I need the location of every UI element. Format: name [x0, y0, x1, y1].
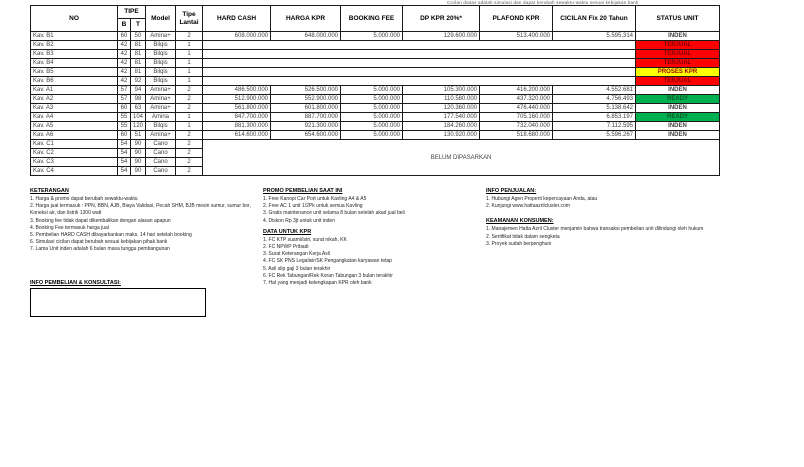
- cell-model[interactable]: Bilqis: [146, 59, 176, 68]
- info-pembelian-title: INFO PEMBELIAN & KONSULTASI:: [30, 280, 121, 286]
- note-line: 3. Gratis maintenance unit selama 8 bulan setelah akad jual beli: [263, 210, 405, 217]
- table-row: [31, 68, 720, 77]
- cell-b[interactable]: 54: [118, 140, 131, 149]
- cell-cicilan[interactable]: 5.595.314: [553, 32, 636, 41]
- note-line: 6. FC Rek Tabungan/Rek Koran Tabungan 3 bulan terakhir: [263, 272, 393, 279]
- cell-no[interactable]: Kav. B6: [31, 77, 118, 86]
- cell-cicilan[interactable]: 4.552.681: [553, 86, 636, 95]
- cell-no[interactable]: Kav. A6: [31, 131, 118, 140]
- cell-status[interactable]: TERJUAL: [636, 59, 720, 68]
- note-line: 4. Diskon Rp 3jt untuk unit inden: [263, 217, 335, 224]
- cell-t[interactable]: 98: [131, 95, 146, 104]
- cell-tipe-lantai[interactable]: 2: [176, 131, 203, 140]
- section-info-pembelian: [30, 280, 230, 288]
- table-row: [31, 50, 720, 59]
- cell-status[interactable]: INDEN: [636, 122, 720, 131]
- cell-b[interactable]: 57: [118, 95, 131, 104]
- cell-b[interactable]: 54: [118, 149, 131, 158]
- cell-status[interactable]: INDEN: [636, 131, 720, 140]
- cell-t[interactable]: 81: [131, 59, 146, 68]
- cell-status[interactable]: TERJUAL: [636, 50, 720, 59]
- cell-cicilan[interactable]: 4.756.493: [553, 95, 636, 104]
- cell-dp-kpr[interactable]: 120.360.000: [403, 104, 480, 113]
- table-row: [31, 59, 720, 68]
- cell-dp-kpr[interactable]: 105.300.000: [403, 86, 480, 95]
- cell-t[interactable]: 90: [131, 140, 146, 149]
- cell-model[interactable]: Amina+: [146, 86, 176, 95]
- note-line: 6. Simulasi cicilan dapat berubah sesuai kebijakan pihak bank: [30, 239, 168, 246]
- header-plafond-kpr[interactable]: PLAFOND KPR: [480, 6, 553, 32]
- cell-no[interactable]: Kav. C3: [31, 158, 118, 167]
- cell-t[interactable]: 51: [131, 131, 146, 140]
- unit-price-table: [30, 5, 720, 176]
- cell-dp-kpr[interactable]: 110.580.000: [403, 95, 480, 104]
- note-line: 5. Asli slip gaji 3 bulan terakhir: [263, 265, 331, 272]
- cell-tipe-lantai[interactable]: 2: [176, 167, 203, 176]
- consultation-empty-box[interactable]: [30, 288, 206, 317]
- cell-b[interactable]: 42: [118, 41, 131, 50]
- cell-plafond-kpr[interactable]: 732.040.000: [480, 122, 553, 131]
- cell-harga-kpr[interactable]: 887.700.000: [271, 113, 341, 122]
- cell-t[interactable]: 81: [131, 41, 146, 50]
- header-booking-fee[interactable]: BOOKING FEE: [341, 6, 403, 32]
- cell-cicilan[interactable]: 5.138.642: [553, 104, 636, 113]
- cell-b[interactable]: 42: [118, 50, 131, 59]
- cell-plafond-kpr[interactable]: 416.200.000: [480, 86, 553, 95]
- top-disclaimer-text: Cicilan diatas adalah simulasi dan dapat berubah sewaktu-waktu sesuai kebijakan bank: [447, 0, 639, 5]
- cell-t[interactable]: 81: [131, 68, 146, 77]
- header-hard-cash[interactable]: HARD CASH: [203, 6, 271, 32]
- table-row: [31, 41, 720, 50]
- cell-t[interactable]: 50: [131, 32, 146, 41]
- header-model[interactable]: Model: [146, 6, 176, 32]
- cell-no[interactable]: Kav. A1: [31, 86, 118, 95]
- header-tipe-lantai[interactable]: [176, 6, 203, 32]
- header-harga-kpr[interactable]: HARGA KPR: [271, 6, 341, 32]
- cell-booking-fee[interactable]: 5.000.000: [341, 104, 403, 113]
- cell-t[interactable]: 63: [131, 104, 146, 113]
- cell-model[interactable]: Cano: [146, 149, 176, 158]
- cell-model[interactable]: Bilqis: [146, 41, 176, 50]
- cell-no[interactable]: Kav. B2: [31, 41, 118, 50]
- table-row: [31, 131, 720, 140]
- cell-tipe-lantai[interactable]: 1: [176, 122, 203, 131]
- cell-hard-cash[interactable]: 847.700.000: [203, 113, 271, 122]
- header-status-unit[interactable]: STATUS UNIT: [636, 6, 720, 32]
- cell-model[interactable]: Bilqis: [146, 77, 176, 86]
- cell-tipe-lantai[interactable]: 2: [176, 149, 203, 158]
- cell-no[interactable]: Kav. A3: [31, 104, 118, 113]
- note-line: 2. Free AC 1 unit 1/2Pk untuk semua Kavling: [263, 203, 363, 210]
- cell-model[interactable]: Amina+: [146, 131, 176, 140]
- cell-model[interactable]: Bilqis: [146, 68, 176, 77]
- note-line: 4. Booking Fee termasuk harga jual: [30, 224, 109, 231]
- header-cicilan[interactable]: CICILAN Fix 20 Tahun: [553, 6, 636, 32]
- cell-tipe-lantai[interactable]: 2: [176, 158, 203, 167]
- cell-model[interactable]: Bilqis: [146, 122, 176, 131]
- cell-harga-kpr[interactable]: 921.300.000: [271, 122, 341, 131]
- cell-b[interactable]: 54: [118, 167, 131, 176]
- table-row: [31, 95, 720, 104]
- cell-tipe-lantai[interactable]: 1: [176, 68, 203, 77]
- cell-hard-cash[interactable]: 881.300.000: [203, 122, 271, 131]
- cell-status[interactable]: PROSES KPR: [636, 68, 720, 77]
- note-line: 2. Harga jual termasuk : PPN, BBN, AJB, Biaya Validasi, Pecah SHM, BJB mesin sumur, sumur bor, Koneksi air, dan listrik 1300 watt: [30, 203, 251, 217]
- table-row: [31, 104, 720, 113]
- cell-blackout[interactable]: [203, 50, 636, 59]
- header-tipe[interactable]: TIPE: [118, 6, 146, 19]
- cell-b[interactable]: 42: [118, 59, 131, 68]
- note-line: 4. FC SK PNS Legalisir/SK Pengangkatan karyawan tetap: [263, 258, 392, 265]
- cell-b[interactable]: 54: [118, 158, 131, 167]
- cell-hard-cash[interactable]: 614.600.000: [203, 131, 271, 140]
- note-line: 1. Free Kanopi Car Port untuk Kavling A4 & A5: [263, 196, 367, 202]
- section-info-penjualan: [486, 188, 718, 248]
- cell-tipe-lantai[interactable]: 1: [176, 41, 203, 50]
- cell-model[interactable]: Cano: [146, 158, 176, 167]
- cell-dp-kpr[interactable]: 129.600.000: [403, 32, 480, 41]
- cell-b[interactable]: 60: [118, 131, 131, 140]
- cell-no[interactable]: Kav. B1: [31, 32, 118, 41]
- cell-hard-cash[interactable]: 608.000.000: [203, 32, 271, 41]
- cell-blackout[interactable]: [203, 41, 636, 50]
- note-line: 1. Manajemen Hatta Azril Cluster menjamin bahwa transaksi pembelian unit dilindungi oleh hukum: [486, 226, 704, 233]
- cell-no[interactable]: Kav. C4: [31, 167, 118, 176]
- cell-plafond-kpr[interactable]: 476.440.000: [480, 104, 553, 113]
- table-row: [31, 32, 720, 41]
- note-line: 1. Harga & promo dapat berubah sewaktu-waktu: [30, 196, 138, 202]
- table-row: [31, 113, 720, 122]
- cell-hard-cash[interactable]: 561.800.000: [203, 104, 271, 113]
- note-line: 5. Pembelian HARD CASH dibayarkankan maks. 14 hari setelah booking: [30, 232, 192, 239]
- cell-belum-dipasarkan[interactable]: BELUM DIPASARKAN: [203, 140, 720, 176]
- note-line: 1. Hubungi Agen Properti kepercayaan Anda, atau: [486, 196, 598, 202]
- cell-status[interactable]: TERJUAL: [636, 77, 720, 86]
- note-line: 3. Proyek sudah berpenghuni: [486, 240, 552, 247]
- header-b[interactable]: B: [118, 19, 131, 32]
- cell-dp-kpr[interactable]: 130.920.000: [403, 131, 480, 140]
- cell-harga-kpr[interactable]: 601.800.000: [271, 104, 341, 113]
- cell-booking-fee[interactable]: 5.000.000: [341, 122, 403, 131]
- cell-tipe-lantai[interactable]: 2: [176, 104, 203, 113]
- note-line: 2. FC NPWP Pribadi: [263, 244, 309, 251]
- section-promo: [263, 188, 489, 287]
- cell-no[interactable]: Kav. A4: [31, 113, 118, 122]
- cell-status[interactable]: INDEN: [636, 86, 720, 95]
- cell-model[interactable]: Amina: [146, 113, 176, 122]
- table-row: [31, 77, 720, 86]
- cell-harga-kpr[interactable]: 526.500.000: [271, 86, 341, 95]
- cell-dp-kpr[interactable]: 177.540.000: [403, 113, 480, 122]
- keterangan-title: KETERANGAN: [30, 188, 69, 194]
- note-line: 1. FC KTP suami/istri, surat nikah, KK: [263, 236, 347, 243]
- cell-no[interactable]: Kav. C1: [31, 140, 118, 149]
- promo-title: PROMO PEMBELIAN SAAT INI: [263, 188, 343, 194]
- note-line: 7. Lama Unit inden adalah 6 bulan masa tunggu pembangunan: [30, 246, 170, 253]
- note-line: 7. Hal yang menjadi kelengkapan KPR oleh bank: [263, 280, 372, 287]
- cell-model[interactable]: Cano: [146, 140, 176, 149]
- cell-b[interactable]: 57: [118, 86, 131, 95]
- cell-status[interactable]: INDEN: [636, 32, 720, 41]
- header-no[interactable]: NO: [31, 6, 118, 32]
- cell-dp-kpr[interactable]: 184.260.000: [403, 122, 480, 131]
- cell-booking-fee[interactable]: 5.000.000: [341, 32, 403, 41]
- cell-blackout[interactable]: [203, 77, 636, 86]
- cell-no[interactable]: Kav. A5: [31, 122, 118, 131]
- cell-booking-fee[interactable]: 5.000.000: [341, 113, 403, 122]
- data-kpr-list: [263, 237, 489, 287]
- cell-tipe-lantai[interactable]: 2: [176, 95, 203, 104]
- cell-no[interactable]: Kav. B5: [31, 68, 118, 77]
- cell-hard-cash[interactable]: 512.900.000: [203, 95, 271, 104]
- table-row: [31, 140, 720, 149]
- cell-blackout[interactable]: [203, 59, 636, 68]
- cell-booking-fee[interactable]: 5.000.000: [341, 86, 403, 95]
- cell-booking-fee[interactable]: 5.000.000: [341, 95, 403, 104]
- cell-no[interactable]: Kav. B4: [31, 59, 118, 68]
- header-t[interactable]: T: [131, 19, 146, 32]
- cell-plafond-kpr[interactable]: 518.680.000: [480, 131, 553, 140]
- cell-tipe-lantai[interactable]: 1: [176, 59, 203, 68]
- cell-model[interactable]: Amina+: [146, 32, 176, 41]
- cell-tipe-lantai[interactable]: 2: [176, 86, 203, 95]
- cell-plafond-kpr[interactable]: 705.160.000: [480, 113, 553, 122]
- cell-harga-kpr[interactable]: 654.600.000: [271, 131, 341, 140]
- cell-status[interactable]: READY: [636, 95, 720, 104]
- cell-t[interactable]: 94: [131, 86, 146, 95]
- note-line: 3. Surat Keterangan Kerja Asli: [263, 251, 330, 258]
- cell-harga-kpr[interactable]: 648.000.000: [271, 32, 341, 41]
- cell-tipe-lantai[interactable]: 2: [176, 140, 203, 149]
- header-tipe-lantai-line2: Lantai: [179, 18, 199, 26]
- table-header: [31, 6, 720, 32]
- keamanan-list: [486, 226, 718, 248]
- cell-t[interactable]: 104: [131, 113, 146, 122]
- cell-cicilan[interactable]: 5.596.267: [553, 131, 636, 140]
- cell-b[interactable]: 55: [118, 113, 131, 122]
- section-keterangan: [30, 188, 263, 254]
- cell-tipe-lantai[interactable]: 1: [176, 50, 203, 59]
- cell-cicilan[interactable]: 7.112.595: [553, 122, 636, 131]
- cell-t[interactable]: 120: [131, 122, 146, 131]
- cell-b[interactable]: 55: [118, 122, 131, 131]
- header-dp-kpr[interactable]: DP KPR 20%*: [403, 6, 480, 32]
- cell-harga-kpr[interactable]: 552.900.000: [271, 95, 341, 104]
- cell-t[interactable]: 90: [131, 158, 146, 167]
- header-tipe-lantai-line1: Tipe: [182, 11, 196, 19]
- cell-no[interactable]: Kav. A2: [31, 95, 118, 104]
- cell-blackout[interactable]: [203, 68, 636, 77]
- cell-no[interactable]: Kav. C2: [31, 149, 118, 158]
- cell-no[interactable]: Kav. B3: [31, 50, 118, 59]
- cell-tipe-lantai[interactable]: 1: [176, 113, 203, 122]
- cell-status[interactable]: READY: [636, 113, 720, 122]
- cell-hard-cash[interactable]: 486.500.000: [203, 86, 271, 95]
- cell-b[interactable]: 60: [118, 104, 131, 113]
- cell-cicilan[interactable]: 6.853.197: [553, 113, 636, 122]
- note-line: 2. Kunjungi www.hattaazrilcluster.com: [486, 203, 570, 210]
- cell-status[interactable]: INDEN: [636, 104, 720, 113]
- note-line: 2. Sertifikat tidak dalam sengketa: [486, 233, 560, 240]
- cell-tipe-lantai[interactable]: 2: [176, 32, 203, 41]
- keterangan-list: [30, 196, 263, 254]
- cell-model[interactable]: Cano: [146, 167, 176, 176]
- cell-model[interactable]: Amina+: [146, 104, 176, 113]
- info-penjualan-title: INFO PENJUALAN:: [486, 188, 537, 194]
- table-row: [31, 86, 720, 95]
- cell-plafond-kpr[interactable]: 513.400.000: [480, 32, 553, 41]
- cell-b[interactable]: 42: [118, 68, 131, 77]
- cell-b[interactable]: 60: [118, 32, 131, 41]
- cell-booking-fee[interactable]: 5.000.000: [341, 131, 403, 140]
- cell-status[interactable]: TERJUAL: [636, 41, 720, 50]
- cell-plafond-kpr[interactable]: 437.320.000: [480, 95, 553, 104]
- cell-t[interactable]: 90: [131, 149, 146, 158]
- cell-t[interactable]: 90: [131, 167, 146, 176]
- note-line: 3. Booking fee tidak dapat dikembalikan dengan alasan apapun: [30, 217, 171, 224]
- cell-t[interactable]: 81: [131, 50, 146, 59]
- data-kpr-title: DATA UNTUK KPR: [263, 228, 312, 235]
- cell-tipe-lantai[interactable]: 1: [176, 77, 203, 86]
- info-penjualan-list: [486, 196, 718, 210]
- table-body: [31, 32, 720, 176]
- cell-model[interactable]: Amina+: [146, 95, 176, 104]
- keamanan-title: KEAMANAN KONSUMEN:: [486, 218, 554, 225]
- table-row: [31, 122, 720, 131]
- cell-t[interactable]: 92: [131, 77, 146, 86]
- cell-b[interactable]: 42: [118, 77, 131, 86]
- cell-model[interactable]: Bilqis: [146, 50, 176, 59]
- promo-list: [263, 196, 489, 225]
